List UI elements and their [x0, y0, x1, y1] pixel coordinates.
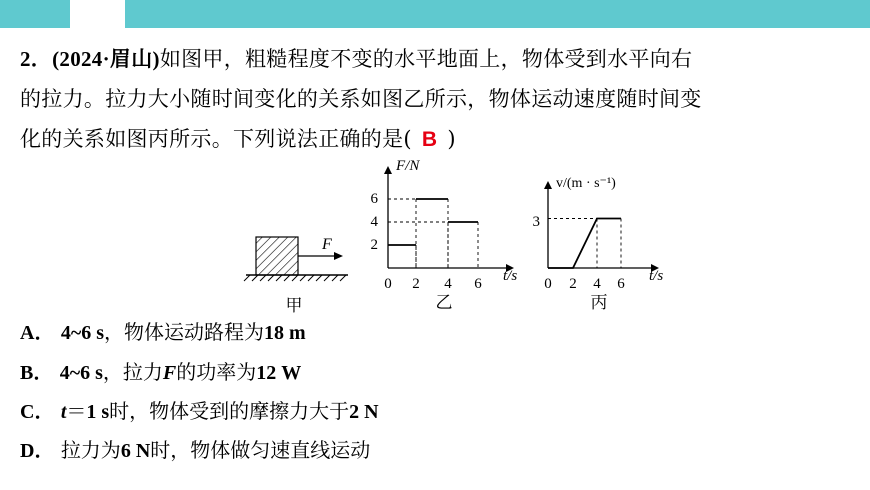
chart-bing	[525, 165, 685, 320]
y-axis-arrow	[544, 181, 552, 189]
option-b-part: 12 W	[256, 362, 302, 384]
header-bar-gap	[70, 0, 97, 28]
question-source: (2024·眉山)	[52, 47, 160, 71]
figure-jia	[240, 225, 360, 320]
x-tick-6: 6	[617, 276, 625, 292]
block-hatched	[256, 237, 298, 275]
option-c-part: 2 N	[349, 401, 379, 423]
caption-yi: 乙	[435, 293, 453, 312]
option-c-part: 时，物体受到的摩擦力大于	[109, 399, 350, 423]
question-line-3-text: 化的关系如图丙所示。下列说法正确的是(	[20, 127, 412, 151]
y-tick-6: 6	[370, 191, 378, 207]
option-b-key: B．	[20, 362, 54, 384]
x-tick-0: 0	[544, 276, 552, 292]
option-a-key: A．	[20, 322, 55, 344]
option-b[interactable]	[20, 358, 301, 387]
question-line-1	[20, 44, 692, 74]
question-line-2: 的拉力。拉力大小随时间变化的关系如图乙所示，物体运动速度随时间变	[20, 87, 702, 111]
x-tick-0: 0	[384, 276, 392, 292]
answer-badge: B	[421, 128, 438, 151]
option-b-part: 的功率为	[176, 360, 257, 384]
x-axis-label: t/s	[503, 268, 518, 284]
question-number: 2．	[20, 47, 53, 71]
option-a-part: 18 m	[264, 322, 306, 344]
ground-hatch	[244, 275, 346, 281]
x-axis-label: t/s	[649, 268, 664, 284]
y-tick-4: 4	[370, 214, 378, 230]
option-d-part: 拉力为	[60, 438, 121, 462]
option-d[interactable]	[20, 436, 370, 465]
option-d-part: 时，物体做匀速直线运动	[150, 438, 371, 462]
y-axis-arrow	[384, 166, 392, 174]
y-tick-3: 3	[532, 214, 540, 230]
option-c-part: t	[60, 401, 67, 423]
option-b-part: ，拉力	[102, 360, 163, 384]
option-a[interactable]	[20, 318, 306, 347]
caption-jia: 甲	[285, 296, 303, 315]
option-d-part: 6 N	[120, 440, 151, 462]
option-a-part: 4~6 s	[60, 322, 104, 344]
option-b-part: F	[162, 362, 177, 384]
question-line-1-text: 如图甲，粗糙程度不变的水平地面上，物体受到水平向右	[159, 47, 693, 71]
velocity-line	[548, 219, 621, 269]
force-arrow-head	[334, 252, 343, 260]
y-axis-label: F/N	[396, 158, 420, 174]
x-tick-6: 6	[474, 276, 482, 292]
chart-yi	[360, 150, 530, 320]
force-label: F	[322, 236, 332, 253]
option-c[interactable]	[20, 397, 379, 426]
option-c-key: C．	[20, 401, 55, 423]
y-axis-label: v/(m · s⁻¹)	[556, 176, 616, 191]
header-bar	[0, 0, 870, 28]
x-tick-2: 2	[412, 276, 420, 292]
x-tick-4: 4	[593, 276, 601, 292]
option-c-part: ＝	[66, 399, 87, 423]
option-b-part: 4~6 s	[59, 362, 103, 384]
question-line-3-close: )	[447, 127, 456, 151]
header-bar-notch	[97, 0, 125, 28]
option-a-part: ，物体运动路程为	[104, 320, 264, 344]
x-tick-2: 2	[569, 276, 577, 292]
option-c-part: 1 s	[86, 401, 110, 423]
y-tick-2: 2	[370, 237, 378, 253]
caption-bing: 丙	[590, 293, 608, 312]
option-d-key: D．	[20, 440, 55, 462]
x-tick-4: 4	[444, 276, 452, 292]
